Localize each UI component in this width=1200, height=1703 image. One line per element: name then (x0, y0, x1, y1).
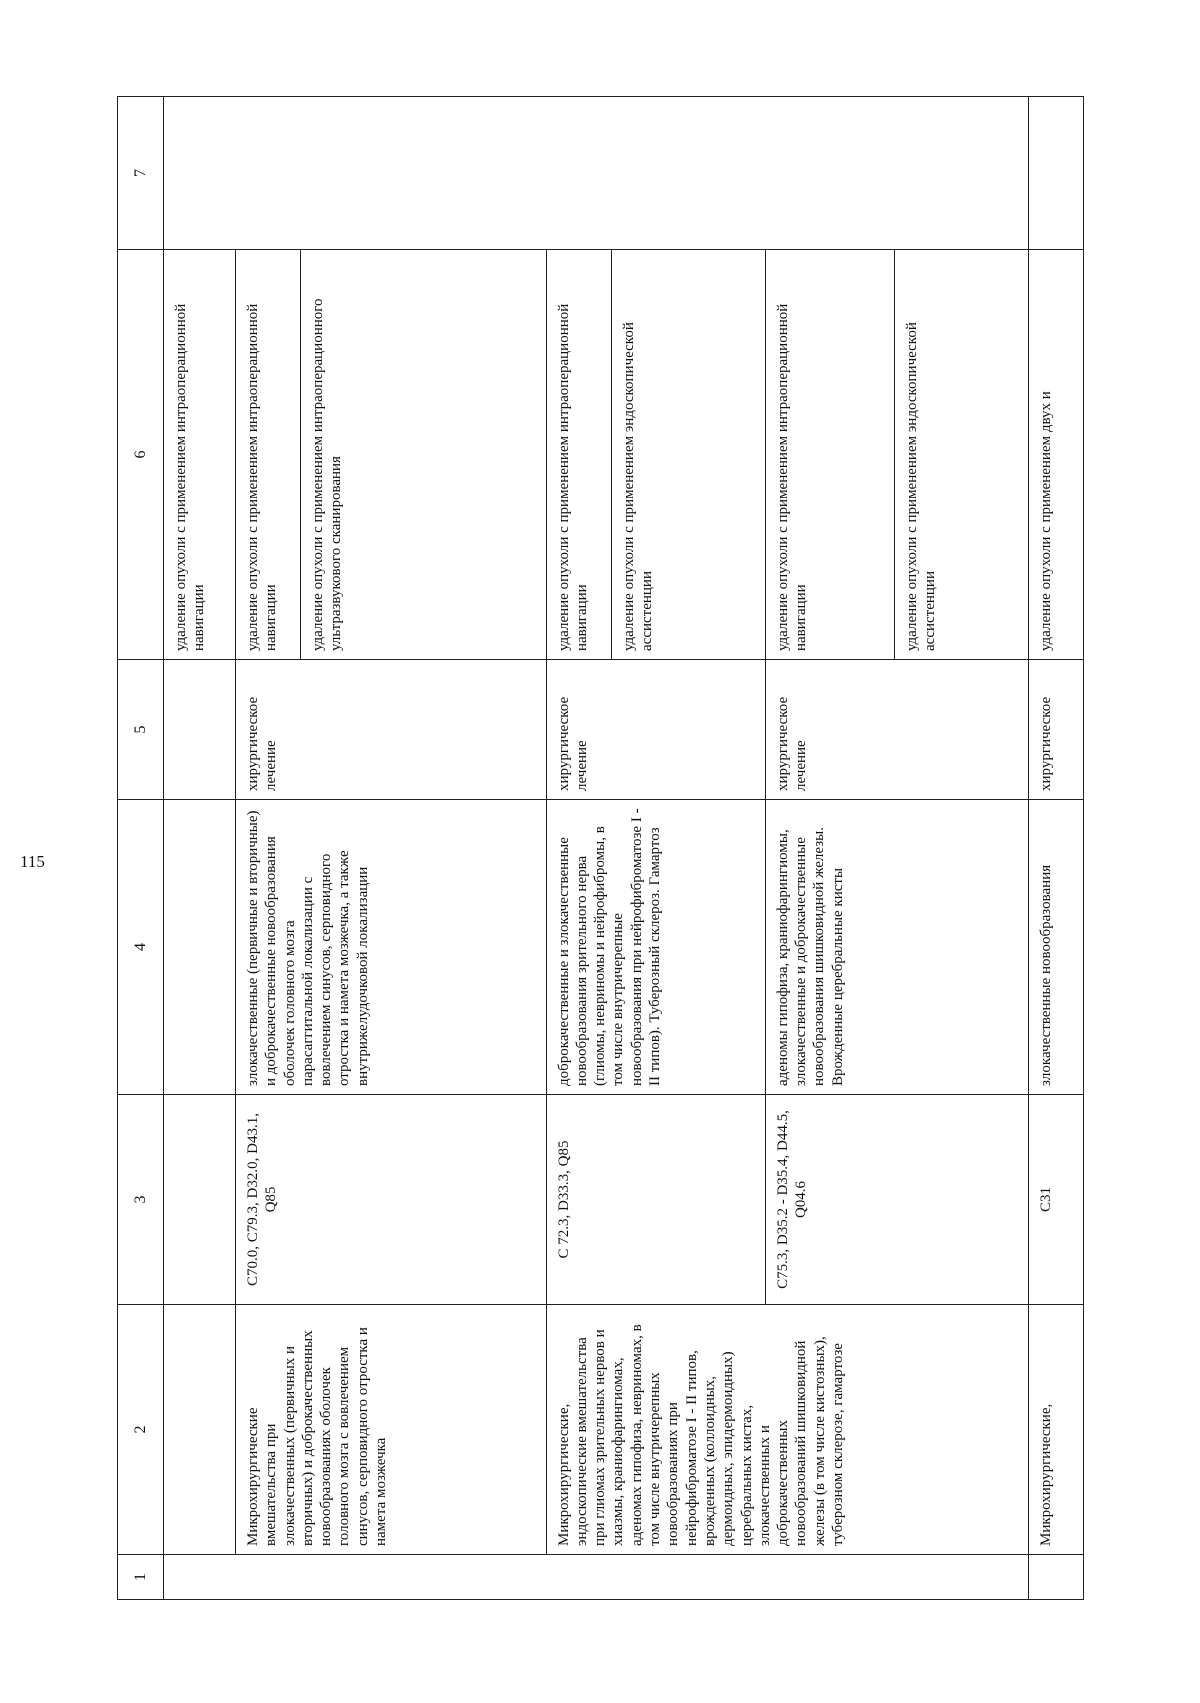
diagnosis-cell (164, 800, 236, 1095)
method-cell: удаление опухоли с применением двух и (1029, 250, 1084, 660)
icd-codes-cell: C 72.3, D33.3, Q85 (546, 1095, 765, 1305)
procedure-cell (164, 1305, 236, 1555)
column-header-1: 1 (118, 1555, 164, 1600)
page-number: 115 (20, 852, 45, 871)
table-row (1029, 97, 1084, 1600)
diagnosis-cell: злокачественные новообразования (1029, 800, 1084, 1095)
column-1-cell (164, 1555, 1029, 1600)
column-header-3: 3 (118, 1095, 164, 1305)
column-header-7: 7 (118, 97, 164, 250)
diagnosis-cell: доброкачественные и злокачественные новообразования зрительного нерва (глиомы, невриномы и нейрофибромы, в том числе внутричерепные новообразования при нейрофиброматозе I - II типов). Туберозный склероз. Гамартоз (546, 800, 765, 1095)
rotated-table-container (117, 97, 1084, 1600)
table-row (164, 97, 236, 1600)
method-cell: удаление опухоли с применением интраоперационного ультразвукового сканирования (301, 250, 547, 660)
treatment-type-cell (164, 660, 236, 800)
column-1-cell (1029, 1555, 1084, 1600)
diagnosis-cell: аденомы гипофиза, краниофарингиомы, злокачественные и доброкачественные новообразования шишковидной железы. Врожденные церебральные кисты (765, 800, 1028, 1095)
column-header-4: 4 (118, 800, 164, 1095)
table-row (546, 97, 611, 1600)
method-cell: удаление опухоли с применением эндоскопической ассистенции (895, 250, 1029, 660)
method-cell: удаление опухоли с применением интраоперационной навигации (546, 250, 611, 660)
method-cell: удаление опухоли с применением интраоперационной навигации (765, 250, 894, 660)
procedure-cell: Микрохирургические, (1029, 1305, 1084, 1555)
procedures-table (117, 96, 1084, 1600)
method-cell: удаление опухоли с применением интраоперационной навигации (164, 250, 236, 660)
icd-codes-cell: C75.3, D35.2 - D35.4, D44.5, Q04.6 (765, 1095, 1028, 1305)
icd-codes-cell: C70.0, C79.3, D32.0, D43.1, Q85 (236, 1095, 547, 1305)
icd-codes-cell (164, 1095, 236, 1305)
method-cell: удаление опухоли с применением интраоперационной навигации (236, 250, 301, 660)
treatment-type-cell: хирургическое лечение (236, 660, 547, 800)
method-cell: удаление опухоли с применением эндоскопической ассистенции (611, 250, 765, 660)
column-7-cell (164, 97, 1029, 250)
diagnosis-cell: злокачественные (первичные и вторичные) и доброкачественные новообразования оболочек головного мозга парасаггитальной локализации с вовлечением синусов, серповидного отростка и намета мозжечка, а также внутрижелудочковой локализации (236, 800, 547, 1095)
header-row (118, 97, 164, 1600)
table-row (236, 97, 301, 1600)
column-7-cell (1029, 97, 1084, 250)
procedure-cell: Микрохирургические вмешательства при злокачественных (первичных и вторичных) и доброкачественных новообразованиях оболочек головного мозга с вовлечением синусов, серповидного отростка и намета мозжечка (236, 1305, 547, 1555)
treatment-type-cell: хирургическое лечение (546, 660, 765, 800)
column-header-5: 5 (118, 660, 164, 800)
treatment-type-cell: хирургическое лечение (765, 660, 1028, 800)
treatment-type-cell: хирургическое (1029, 660, 1084, 800)
icd-codes-cell: C31 (1029, 1095, 1084, 1305)
procedure-cell: Микрохирургические, эндоскопические вмешательства при глиомах зрительных нервов и хиазмы, краниофарингиомах, аденомах гипофиза, невриномах, в том числе внутричерепных новообразованиях при нейрофиброматозе I - II типов, врожденных (коллоидных, дермоидных, эпидермоидных) церебральных кистах, злокачественных и доброкачественных новообразований шишковидной железы (в том числе кистозных), туберозном склерозе, гамартозе (546, 1305, 1028, 1555)
column-header-2: 2 (118, 1305, 164, 1555)
column-header-6: 6 (118, 250, 164, 660)
